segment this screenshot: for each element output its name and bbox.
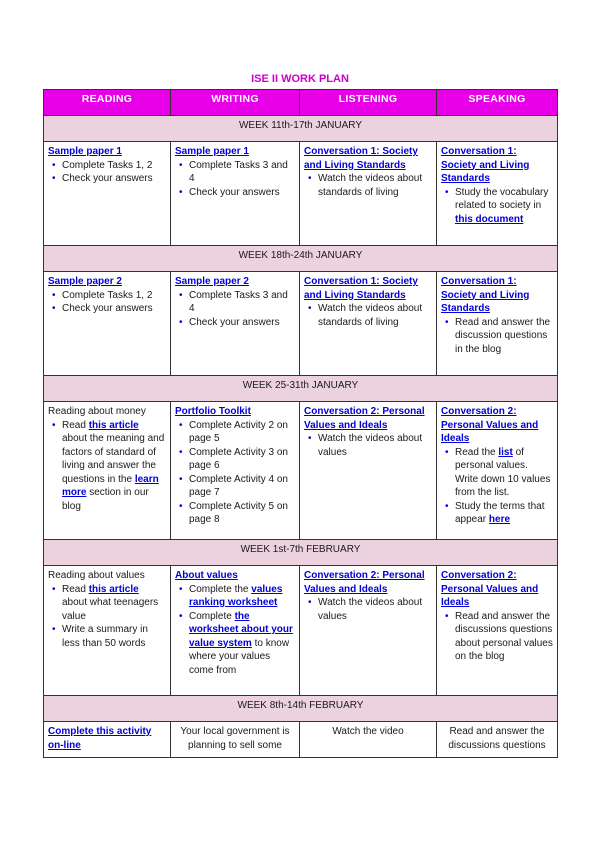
listening-cell (300, 566, 437, 696)
list-item (455, 446, 553, 500)
conversation-link[interactable]: Conversation 1: Society and Living Standards (304, 146, 418, 171)
list-item: • Complete Tasks 3 and 4 (189, 159, 295, 186)
speaking-cell: Read and answer the discussions questions (437, 722, 558, 758)
task-list (304, 172, 432, 199)
this-article-link[interactable]: this article (88, 583, 139, 595)
list-text: section in our blog (62, 487, 149, 512)
listening-cell (300, 142, 437, 246)
list-item (455, 500, 553, 527)
sample-paper-link[interactable]: Sample paper 2 (175, 276, 249, 287)
list-item: • Watch the videos about values (318, 432, 432, 459)
list-item: • Check your answers (62, 302, 166, 316)
this-document-link[interactable]: this document (455, 213, 524, 225)
list-item: • Watch the videos about standards of living (318, 172, 432, 199)
listening-cell: Watch the video (300, 722, 437, 758)
here-link[interactable]: here (488, 514, 511, 525)
week-row (44, 566, 558, 696)
list-text: Study the terms that appear (455, 500, 545, 525)
learn-more-link[interactable]: learn more (62, 473, 159, 498)
task-list (48, 583, 166, 651)
speaking-cell (437, 566, 558, 696)
task-list (304, 432, 432, 459)
sample-paper-link[interactable]: Sample paper 1 (175, 146, 249, 157)
speaking-cell (437, 402, 558, 540)
reading-intro: Reading about money (48, 406, 146, 417)
conversation-link[interactable]: Conversation 1: Society and Living Standards (304, 276, 418, 301)
writing-cell: Your local government is planning to sell some (171, 722, 300, 758)
conversation-link[interactable]: Conversation 2: Personal Values and Ideals (304, 570, 425, 595)
list-text: Read the (455, 446, 499, 458)
writing-cell (171, 272, 300, 376)
reading-cell (44, 722, 171, 758)
task-list (441, 186, 553, 227)
list-item (189, 583, 295, 610)
header-row (44, 90, 558, 116)
list-text: Complete (189, 610, 235, 622)
task-list (304, 596, 432, 623)
task-list (441, 610, 553, 664)
list-item: • Check your answers (189, 316, 295, 330)
writing-cell (171, 142, 300, 246)
list-item: • Complete Activity 3 on page 6 (189, 446, 295, 473)
list-item: • Complete Tasks 1, 2 (62, 289, 166, 303)
list-text: Read (62, 419, 89, 431)
list-item: • Watch the videos about values (318, 596, 432, 623)
conversation-link[interactable]: Conversation 2: Personal Values and Ideals (304, 406, 425, 431)
task-list (175, 289, 295, 330)
list-item: • Complete Activity 4 on page 7 (189, 473, 295, 500)
week-row (44, 402, 558, 540)
list-item: • Check your answers (62, 172, 166, 186)
week-label: WEEK 8th-14th FEBRUARY (44, 696, 558, 722)
header-reading: READING (44, 90, 171, 116)
list-text: Study the vocabulary related to society in (455, 186, 549, 211)
list-text: about the meaning and factors of standard of living and answer the questions in the (62, 433, 165, 485)
week-row (44, 142, 558, 246)
list-text: about what teenagers value (62, 597, 159, 622)
task-list (48, 289, 166, 316)
list-text: of personal values. Write down 10 values from the list. (455, 446, 551, 498)
task-list (441, 446, 553, 527)
conversation-link[interactable]: Conversation 1: Society and Living Standards (441, 276, 530, 314)
sample-paper-link[interactable]: Sample paper 2 (48, 276, 122, 287)
list-item: • Complete Tasks 3 and 4 (189, 289, 295, 316)
list-text: Complete the (189, 583, 252, 595)
header-listening: LISTENING (300, 90, 437, 116)
list-item (189, 610, 295, 678)
list-item (62, 419, 166, 514)
list-text: to know where your values come from (189, 637, 290, 676)
work-plan-table (43, 89, 558, 758)
writing-cell (171, 402, 300, 540)
portfolio-toolkit-link[interactable]: Portfolio Toolkit (175, 406, 251, 417)
list-item (62, 583, 166, 624)
conversation-link[interactable]: Conversation 2: Personal Values and Ideals (441, 570, 539, 608)
conversation-link[interactable]: Conversation 1: Society and Living Standards (441, 146, 530, 184)
task-list (175, 159, 295, 200)
list-item: • Read and answer the discussions questions about personal values on the blog (455, 610, 553, 664)
reading-cell (44, 142, 171, 246)
list-item: • Check your answers (189, 186, 295, 200)
list-item: • Complete Activity 5 on page 8 (189, 500, 295, 527)
list-item: • Read and answer the discussion questions in the blog (455, 316, 553, 357)
conversation-link[interactable]: Conversation 2: Personal Values and Ideals (441, 406, 539, 444)
list-item: • Write a summary in less than 50 words (62, 623, 166, 650)
header-speaking: SPEAKING (437, 90, 558, 116)
week-label: WEEK 1st-7th FEBRUARY (44, 540, 558, 566)
value-system-worksheet-link[interactable]: the worksheet about your value system (189, 610, 293, 649)
task-list (441, 316, 553, 357)
header-writing: WRITING (171, 90, 300, 116)
week-label: WEEK 25-31th JANUARY (44, 376, 558, 402)
week-row (44, 272, 558, 376)
task-list (48, 419, 166, 514)
about-values-link[interactable]: About values (175, 570, 238, 581)
list-item: • Complete Tasks 1, 2 (62, 159, 166, 173)
listening-cell (300, 402, 437, 540)
sample-paper-link[interactable]: Sample paper 1 (48, 146, 122, 157)
reading-intro: Reading about values (48, 570, 145, 581)
task-list (48, 159, 166, 186)
task-list (175, 583, 295, 678)
week-label: WEEK 18th-24th JANUARY (44, 246, 558, 272)
list-item: • Complete Activity 2 on page 5 (189, 419, 295, 446)
values-ranking-worksheet-link[interactable]: values ranking worksheet (189, 583, 283, 608)
task-list (304, 302, 432, 329)
page-title: ISE II WORK PLAN (251, 73, 349, 85)
writing-cell (171, 566, 300, 696)
week-row (44, 722, 558, 758)
reading-cell (44, 402, 171, 540)
list-item: • Watch the videos about standards of living (318, 302, 432, 329)
speaking-cell (437, 142, 558, 246)
task-list (175, 419, 295, 527)
week-label: WEEK 11th-17th JANUARY (44, 116, 558, 142)
listening-cell (300, 272, 437, 376)
list-item (455, 186, 553, 227)
activity-online-link[interactable]: Complete this activity on-line (48, 726, 152, 751)
list-text: Read (62, 583, 89, 595)
reading-cell (44, 566, 171, 696)
reading-cell (44, 272, 171, 376)
list-link[interactable]: list (498, 446, 513, 458)
speaking-cell (437, 272, 558, 376)
this-article-link[interactable]: this article (88, 419, 139, 431)
